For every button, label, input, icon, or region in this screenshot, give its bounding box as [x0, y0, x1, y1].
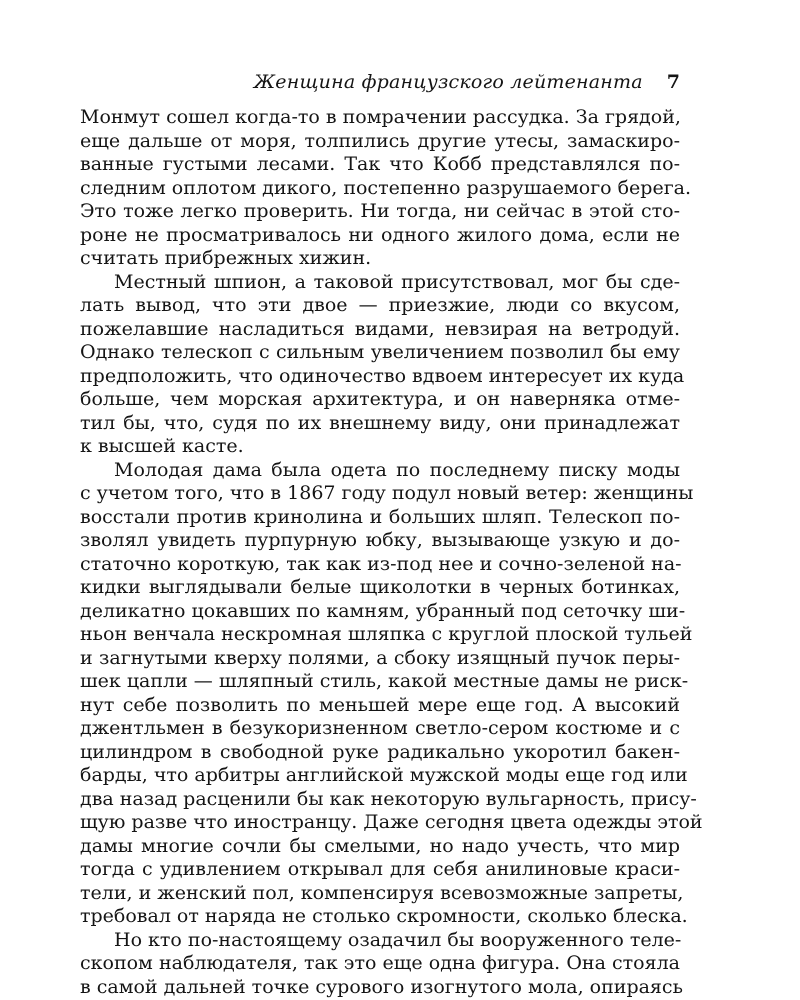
text-line: скопом наблюдателя, так это еще одна фигура. Она стояла — [80, 952, 680, 974]
body-text — [80, 106, 703, 999]
text-line: в самой дальней точке сурового изогнутого мола, опираясь — [80, 975, 683, 998]
text-line: Монмут сошел когда-то в помрачении рассудка. За грядой, — [80, 106, 681, 128]
text-line: Молодая дама была одета по последнему писку моды — [114, 458, 680, 481]
text-line: ванные густыми лесами. Так что Кобб представлялся по- — [80, 153, 680, 175]
text-line: Местный шпион, а таковой присутствовал, мог бы сде- — [114, 270, 680, 293]
text-line: шек цапли — шляпный стиль, какой местные дамы не риск- — [80, 670, 689, 692]
text-line: предположить, что одиночество вдвоем интересует их куда — [80, 364, 685, 387]
text-line: больше, чем морская архитектура, и он наверняка отме- — [80, 388, 680, 410]
paragraph — [80, 458, 703, 929]
text-line: джентльмен в безукоризненном светло-сером костюме и с — [80, 717, 680, 739]
text-line: дамы многие сочли бы смелыми, но надо учесть, что мир — [80, 834, 680, 857]
paragraph — [80, 928, 683, 1000]
text-line: к высшей касте. — [80, 435, 244, 457]
text-line: Это тоже легко проверить. Ни тогда, ни сейчас в этой сто- — [80, 200, 680, 222]
text-line: считать прибрежных хижин. — [80, 247, 372, 269]
text-line: цилиндром в свободной руке радикально укоротил бакен- — [80, 740, 680, 763]
text-line: восстали против кринолина и больших шляп. Телескоп по- — [80, 505, 680, 528]
text-line: щую разве что иностранцу. Даже сегодня цвета одежды этой — [80, 811, 703, 833]
paragraph — [80, 270, 685, 459]
text-line: пожелавшие насладиться видами, невзирая на ветродуй. — [80, 317, 680, 340]
text-line: два назад расценили бы как некоторую вульгарность, прису- — [80, 787, 697, 810]
text-line: кидки выглядывали белые щиколотки в черных ботинках, — [80, 576, 680, 598]
text-line: статочно короткую, так как из-под нее и сочно-зеленой на- — [80, 552, 682, 575]
text-line: с учетом того, что в 1867 году подул новый ветер: женщины — [80, 482, 694, 504]
text-line: следним оплотом дикого, постепенно разрушаемого берега. — [80, 176, 692, 199]
text-line: нут себе позволить по меньшей мере еще год. А высокий — [80, 693, 680, 716]
text-line: барды, что арбитры английской мужской моды еще год или — [80, 764, 688, 786]
text-line: тогда с удивлением открывал для себя анилиновые краси- — [80, 858, 680, 880]
text-line: требовал от наряда не столько скромности, сколько блеска. — [80, 905, 688, 927]
text-line: тил бы, что, судя по их внешнему виду, они принадлежат — [80, 411, 680, 434]
text-line: роне не просматривалось ни одного жилого дома, если не — [80, 223, 680, 246]
text-line: лать вывод, что эти двое — приезжие, люди со вкусом, — [80, 294, 680, 316]
text-line: деликатно цокавших по камням, убранный под сеточку ши- — [80, 599, 686, 622]
running-header — [110, 70, 680, 94]
text-line: еще дальше от моря, толпились другие утесы, замаскиро- — [80, 129, 680, 152]
running-title: Женщина французского лейтенанта — [253, 71, 643, 93]
paragraph — [80, 106, 692, 271]
page-number: 7 — [666, 71, 680, 93]
text-line: Но кто по-настоящему озадачил бы вооруженного теле- — [114, 928, 682, 951]
text-line: тели, и женский пол, компенсируя всевозможные запреты, — [80, 881, 684, 904]
text-line: и загнутыми кверху полями, а сбоку изящный пучок перы- — [80, 646, 680, 669]
text-line: зволял увидеть пурпурную юбку, вызывающе узкую и до- — [80, 529, 680, 551]
text-line: ньон венчала нескромная шляпка с круглой плоской тульей — [80, 623, 693, 645]
text-line: Однако телескоп с сильным увеличением позволил бы ему — [80, 341, 680, 363]
